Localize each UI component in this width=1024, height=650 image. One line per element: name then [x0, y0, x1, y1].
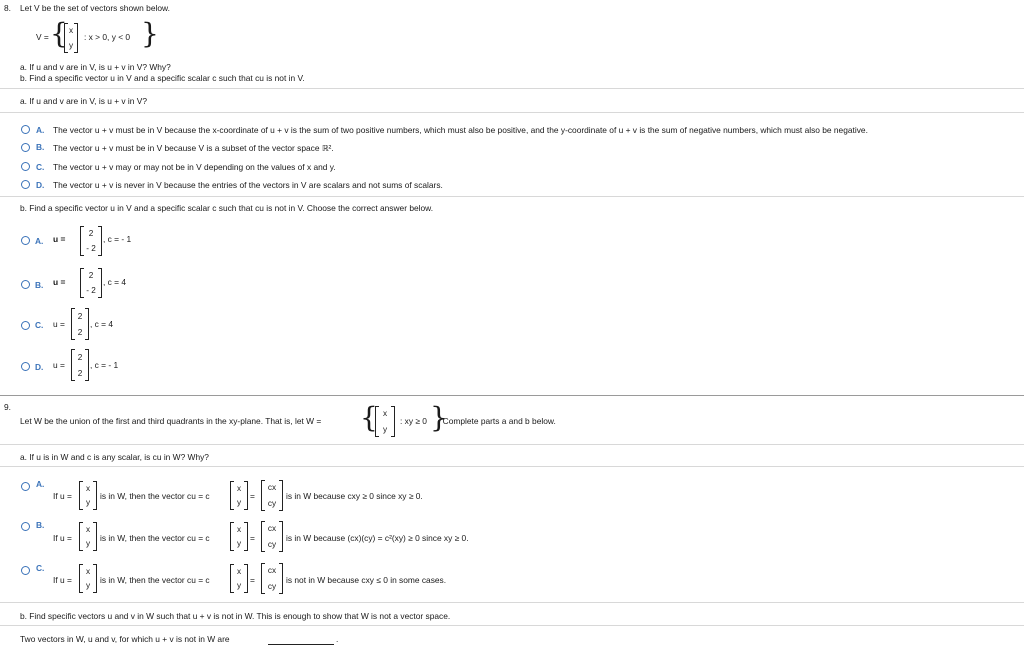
q8a-option-c-label: C.: [36, 162, 45, 172]
divider: [0, 112, 1024, 113]
vector-entry: cy: [267, 539, 277, 549]
set-w-condition: : xy ≥ 0: [400, 416, 427, 426]
q9a-option-b-radio[interactable]: [21, 522, 30, 531]
vector-entry: - 2: [86, 244, 96, 253]
q9a-option-c-radio[interactable]: [21, 566, 30, 575]
vector-entry: y: [236, 498, 242, 508]
vector-entry: 2: [88, 229, 94, 238]
q8b-option-b-label: B.: [35, 280, 44, 290]
q9a-option-b-cu-vector: [230, 522, 248, 551]
q9a-option-b-label: B.: [36, 520, 45, 530]
vector-entry: y: [68, 41, 74, 50]
q8b-option-c-c: , c = 4: [90, 319, 114, 329]
q9-part-b-answer-blank[interactable]: [268, 634, 334, 645]
q8a-option-b-radio[interactable]: [21, 143, 30, 152]
q9a-option-c-u-vector: [79, 564, 97, 593]
q9-part-b-answer-prefix: Two vectors in W, u and v, for which u + v is not in W are: [20, 634, 230, 644]
q8-part-a-prompt: a. If u and v are in V, is u + v in V? Why?: [20, 62, 171, 72]
q9-intro: Let W be the union of the first and third quadrants in the xy-plane. That is, let W =: [20, 416, 322, 426]
q9a-option-b-reason: is in W because (cx)(cy) = c²(xy) ≥ 0 since xy ≥ 0.: [286, 533, 469, 543]
q9a-option-a-cu-vector: [230, 481, 248, 510]
q9a-option-a-u-vector: [79, 481, 97, 510]
q9a-option-a-reason: is in W because cxy ≥ 0 since xy ≥ 0.: [286, 491, 423, 501]
set-close-brace: }: [430, 401, 448, 434]
q8b-option-d-label: D.: [35, 362, 44, 372]
q8a-option-d-radio[interactable]: [21, 180, 30, 189]
q9a-option-b-mid: is in W, then the vector cu = c: [100, 533, 210, 543]
set-v-label: V =: [36, 32, 49, 42]
question-number-9: 9.: [4, 402, 11, 412]
q8b-option-d-vector: [71, 349, 89, 381]
q9a-option-a-result-vector: [261, 480, 283, 511]
q9a-option-c-mid: is in W, then the vector cu = c: [100, 575, 210, 585]
vector-entry: cx: [267, 524, 277, 534]
equals-sign: =: [250, 533, 255, 543]
vector-entry: x: [85, 483, 91, 493]
vector-entry: y: [85, 539, 91, 549]
vector-entry: y: [382, 424, 388, 434]
vector-entry: - 2: [86, 286, 96, 295]
q8a-option-a-label: A.: [36, 125, 45, 135]
set-close-brace: }: [141, 17, 159, 50]
q9a-option-c-cu-vector: [230, 564, 248, 593]
q8b-option-d-radio[interactable]: [21, 362, 30, 371]
q8-part-b-prompt: b. Find a specific vector u in V and a specific scalar c such that cu is not in V.: [20, 73, 305, 83]
q8b-option-a-radio[interactable]: [21, 236, 30, 245]
vector-entry: cy: [267, 581, 277, 591]
vector-entry: y: [85, 498, 91, 508]
vector-entry: 2: [88, 271, 94, 280]
q8a-option-a-radio[interactable]: [21, 125, 30, 134]
q9a-option-a-label: A.: [36, 479, 45, 489]
q9a-option-c-label: C.: [36, 563, 45, 573]
question-number-8: 8.: [4, 3, 11, 13]
equals-sign: =: [250, 491, 255, 501]
vector-entry: cx: [267, 483, 277, 493]
vector-entry: cy: [267, 498, 277, 508]
divider: [0, 602, 1024, 603]
equals-sign: =: [250, 575, 255, 585]
q8a-option-c-radio[interactable]: [21, 162, 30, 171]
divider: [0, 88, 1024, 89]
q8b-option-c-label: C.: [35, 320, 44, 330]
divider: [0, 444, 1024, 445]
vector-entry: x: [236, 483, 242, 493]
q8b-option-b-vector: [80, 268, 102, 298]
vector-entry: x: [85, 524, 91, 534]
divider: [0, 625, 1024, 626]
q8b-option-d-u: u =: [53, 360, 65, 370]
vector-entry: x: [68, 26, 74, 35]
set-v-vector: [64, 23, 78, 53]
vector-entry: x: [236, 566, 242, 576]
set-open-brace: {: [360, 401, 378, 434]
q9a-option-a-if: If u =: [53, 491, 72, 501]
q8b-option-c-u: u =: [53, 319, 65, 329]
q8b-option-b-u: u =: [53, 277, 66, 287]
vector-entry: x: [85, 566, 91, 576]
q9-part-b-heading: b. Find specific vectors u and v in W such that u + v is not in W. This is enough to show that W is not a vector space.: [20, 611, 451, 621]
q9a-option-b-if: If u =: [53, 533, 72, 543]
set-open-brace: {: [50, 17, 68, 50]
vector-entry: 2: [77, 368, 83, 378]
vector-entry: x: [236, 524, 242, 534]
vector-entry: 2: [77, 311, 83, 321]
q8a-option-d-text: The vector u + v is never in V because the entries of the vectors in V are scalars and not sums of scalars.: [53, 180, 443, 190]
vector-entry: y: [236, 539, 242, 549]
set-w-vector: [375, 406, 395, 437]
q8-part-a-heading: a. If u and v are in V, is u + v in V?: [20, 96, 148, 106]
q9a-option-b-result-vector: [261, 521, 283, 552]
q9a-option-b-u-vector: [79, 522, 97, 551]
q8b-option-b-radio[interactable]: [21, 280, 30, 289]
q9a-option-c-result-vector: [261, 563, 283, 594]
q9-part-b-answer-end: .: [336, 634, 339, 644]
q8b-option-d-c: , c = - 1: [90, 360, 119, 370]
q8b-option-c-radio[interactable]: [21, 321, 30, 330]
vector-entry: y: [236, 581, 242, 591]
vector-entry: x: [382, 409, 388, 419]
q8a-option-b-label: B.: [36, 142, 45, 152]
q9-intro-end: . Complete parts a and b below.: [438, 416, 556, 426]
q8-part-b-heading: b. Find a specific vector u in V and a specific scalar c such that cu is not in V. Choose the correct answer below.: [20, 203, 434, 213]
q8b-option-a-c: , c = - 1: [103, 234, 132, 244]
q8b-option-b-c: , c = 4: [103, 277, 127, 287]
vector-entry: 2: [77, 327, 83, 337]
q9-part-a-heading: a. If u is in W and c is any scalar, is cu in W? Why?: [20, 452, 209, 462]
q9a-option-a-radio[interactable]: [21, 482, 30, 491]
q9a-option-c-reason: is not in W because cxy ≤ 0 in some cases.: [286, 575, 447, 585]
q8a-option-d-label: D.: [36, 180, 45, 190]
q8b-option-c-vector: [71, 308, 89, 340]
q8b-option-a-u: u =: [53, 234, 66, 244]
question-divider: [0, 395, 1024, 396]
divider: [0, 196, 1024, 197]
q8a-option-c-text: The vector u + v may or may not be in V depending on the values of x and y.: [53, 162, 336, 172]
vector-entry: cx: [267, 566, 277, 576]
q8b-option-a-label: A.: [35, 236, 44, 246]
divider: [0, 466, 1024, 467]
q8a-option-b-text: The vector u + v must be in V because V is a subset of the vector space ℝ².: [53, 143, 334, 153]
q8b-option-a-vector: [80, 226, 102, 256]
q8a-option-a-text: The vector u + v must be in V because the x-coordinate of u + v is the sum of two positive numbers, which must also be positive, and the y-coordinate of u + v is the sum of negative numbers, which must also be negative.: [53, 125, 868, 135]
q8-intro: Let V be the set of vectors shown below.: [20, 3, 170, 13]
q9a-option-a-mid: is in W, then the vector cu = c: [100, 491, 210, 501]
q9a-option-c-if: If u =: [53, 575, 72, 585]
set-v-condition: : x > 0, y < 0: [84, 32, 131, 42]
vector-entry: 2: [77, 352, 83, 362]
vector-entry: y: [85, 581, 91, 591]
